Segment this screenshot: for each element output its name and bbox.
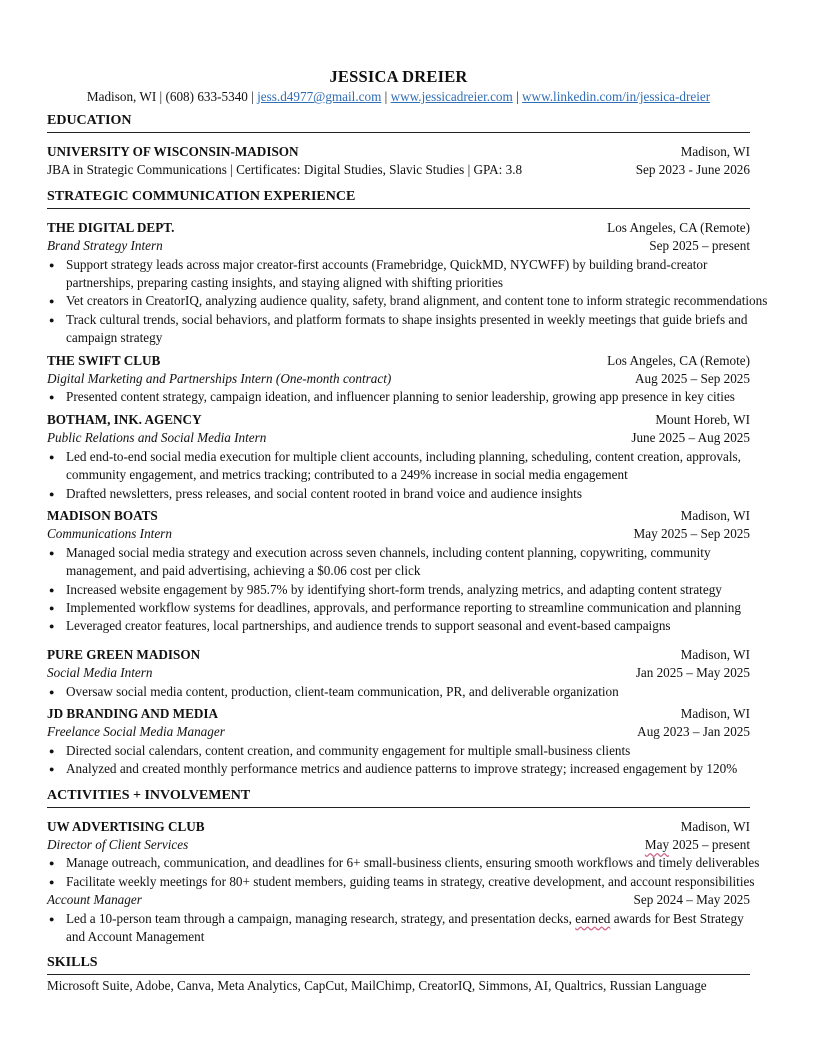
job-bullet: ● Analyzed and created monthly performance metrics and audience patterns to improve strategy; increased engagement by 120%	[47, 760, 750, 778]
activity-bullet: ● Manage outreach, communication, and deadlines for 6+ small-business clients, ensuring smooth workflows and timely deliverables	[47, 854, 750, 872]
job-location: Los Angeles, CA (Remote)	[607, 219, 750, 235]
spellcheck-mark: earned	[575, 910, 611, 926]
contact-separator: |	[159, 89, 163, 104]
skills-heading: SKILLS	[47, 954, 750, 975]
activity-bullet: ● Led a 10-person team through a campaign, managing research, strategy, and presentation decks, earned awards for Best Strategy and Account Management	[47, 910, 750, 947]
education-entry	[47, 143, 750, 180]
job-bullet: ● Oversaw social media content, production, client-team communication, PR, and deliverable organization	[47, 683, 750, 701]
job-entry	[47, 507, 750, 636]
activity-entry	[47, 818, 760, 947]
contact-location: Madison, WI	[86, 89, 157, 104]
experience-heading: STRATEGIC COMMUNICATION EXPERIENCE	[47, 188, 750, 209]
school-location: Madison, WI	[680, 144, 750, 159]
job-bullet: ● Drafted newsletters, press releases, and social content rooted in brand voice and audience insights	[47, 485, 750, 503]
activity-dates: May 2025 – present	[644, 837, 750, 852]
job-dates: Aug 2023 – Jan 2025	[637, 724, 750, 740]
job-entry	[47, 219, 768, 348]
job-dates: June 2025 – Aug 2025	[631, 430, 750, 446]
job-bullet: ● Implemented workflow systems for deadlines, approvals, and performance reporting to streamline communication and planning	[47, 599, 750, 617]
job-entry	[47, 646, 750, 701]
job-bullet: ● Managed social media strategy and execution across seven channels, including content planning, copywriting, community management, and paid advertising, achieving a $0.06 cost per click	[47, 544, 750, 581]
job-org: PURE GREEN MADISON	[47, 646, 201, 662]
job-dates: Sep 2025 – present	[649, 238, 750, 254]
job-role: Digital Marketing and Partnerships Intern (One-month contract)	[47, 371, 392, 387]
job-bullet: ● Increased website engagement by 985.7% by identifying short-form trends, analyzing metrics, and adapting content strategy	[47, 581, 750, 599]
activity-dates: Sep 2024 – May 2025	[633, 892, 750, 908]
skills-list: Microsoft Suite, Adobe, Canva, Meta Analytics, CapCut, MailChimp, CreatorIQ, Simmons, AI, Qualtrics, Russian Language	[47, 978, 707, 994]
activities-heading: ACTIVITIES + INVOLVEMENT	[47, 787, 750, 808]
job-bullet: ● Directed social calendars, content creation, and community engagement for multiple small-business clients	[47, 742, 750, 760]
job-location: Madison, WI	[680, 646, 750, 662]
job-location: Los Angeles, CA (Remote)	[607, 352, 750, 368]
website-link[interactable]: www.jessicadreier.com	[390, 89, 513, 104]
job-bullet: ● Presented content strategy, campaign ideation, and influencer planning to senior leadership, growing app presence in key cities	[47, 388, 750, 406]
job-dates: May 2025 – Sep 2025	[633, 526, 750, 542]
job-org: THE DIGITAL DEPT.	[47, 219, 175, 235]
job-org: MADISON BOATS	[47, 507, 158, 523]
activity-location: Madison, WI	[680, 818, 750, 834]
education-dates: Sep 2023 - June 2026	[635, 162, 750, 178]
activity-org: UW ADVERTISING CLUB	[47, 818, 205, 834]
job-bullet: ● Leveraged creator features, local partnerships, and audience trends to support seasonal and event-based campaigns	[47, 617, 750, 635]
spellcheck-mark: May	[644, 837, 670, 852]
activity-role: Director of Client Services	[47, 837, 189, 852]
education-heading: EDUCATION	[47, 112, 750, 133]
job-location: Mount Horeb, WI	[655, 411, 750, 427]
email-link[interactable]: jess.d4977@gmail.com	[257, 89, 382, 104]
contact-line	[47, 88, 750, 106]
contact-separator: |	[516, 89, 519, 104]
contact-separator: |	[384, 89, 388, 104]
job-org: JD BRANDING AND MEDIA	[47, 705, 219, 721]
degree-line: JBA in Strategic Communications | Certificates: Digital Studies, Slavic Studies | GPA: 3.8	[47, 162, 523, 178]
job-org: THE SWIFT CLUB	[47, 352, 161, 368]
candidate-name: JESSICA DREIER	[329, 67, 468, 86]
contact-separator: |	[251, 89, 254, 104]
school-name: UNIVERSITY OF WISCONSIN-MADISON	[47, 144, 299, 159]
linkedin-link[interactable]: www.linkedin.com/in/jessica-dreier	[522, 89, 711, 104]
activity-role: Account Manager	[47, 892, 142, 908]
contact-phone: (608) 633-5340	[165, 89, 248, 104]
job-entry	[47, 411, 750, 503]
job-role: Freelance Social Media Manager	[47, 724, 225, 740]
job-bullet: ● Led end-to-end social media execution for multiple client accounts, including planning, scheduling, content creation, approvals, community engagement, and metrics tracking; contributed to a 249% increase in social media engagement	[47, 448, 750, 485]
job-location: Madison, WI	[680, 705, 750, 721]
activity-bullet: ● Facilitate weekly meetings for 80+ student members, guiding teams in strategy, creative development, and account responsibilities	[47, 873, 750, 891]
job-dates: Jan 2025 – May 2025	[635, 665, 750, 681]
job-role: Social Media Intern	[47, 665, 153, 681]
job-dates: Aug 2025 – Sep 2025	[634, 371, 750, 387]
job-org: BOTHAM, INK. AGENCY	[47, 411, 202, 427]
job-role: Public Relations and Social Media Intern	[47, 430, 267, 446]
job-bullet: ● Support strategy leads across major creator-first accounts (Framebridge, QuickMD, NYCWFF) by building brand-creator partnerships, preparing casting insights, and staying aligned with shifting priorities	[47, 256, 750, 293]
job-role: Communications Intern	[47, 526, 172, 542]
job-bullet: ● Track cultural trends, social behaviors, and platform formats to shape insights presented in weekly meetings that guide briefs and campaign strategy	[47, 311, 750, 348]
job-location: Madison, WI	[680, 507, 750, 523]
job-role: Brand Strategy Intern	[47, 238, 163, 254]
job-bullet: ● Vet creators in CreatorIQ, analyzing audience quality, safety, brand alignment, and content tone to inform strategic recommendations	[47, 292, 750, 310]
job-entry	[47, 705, 750, 779]
job-entry	[47, 352, 750, 407]
